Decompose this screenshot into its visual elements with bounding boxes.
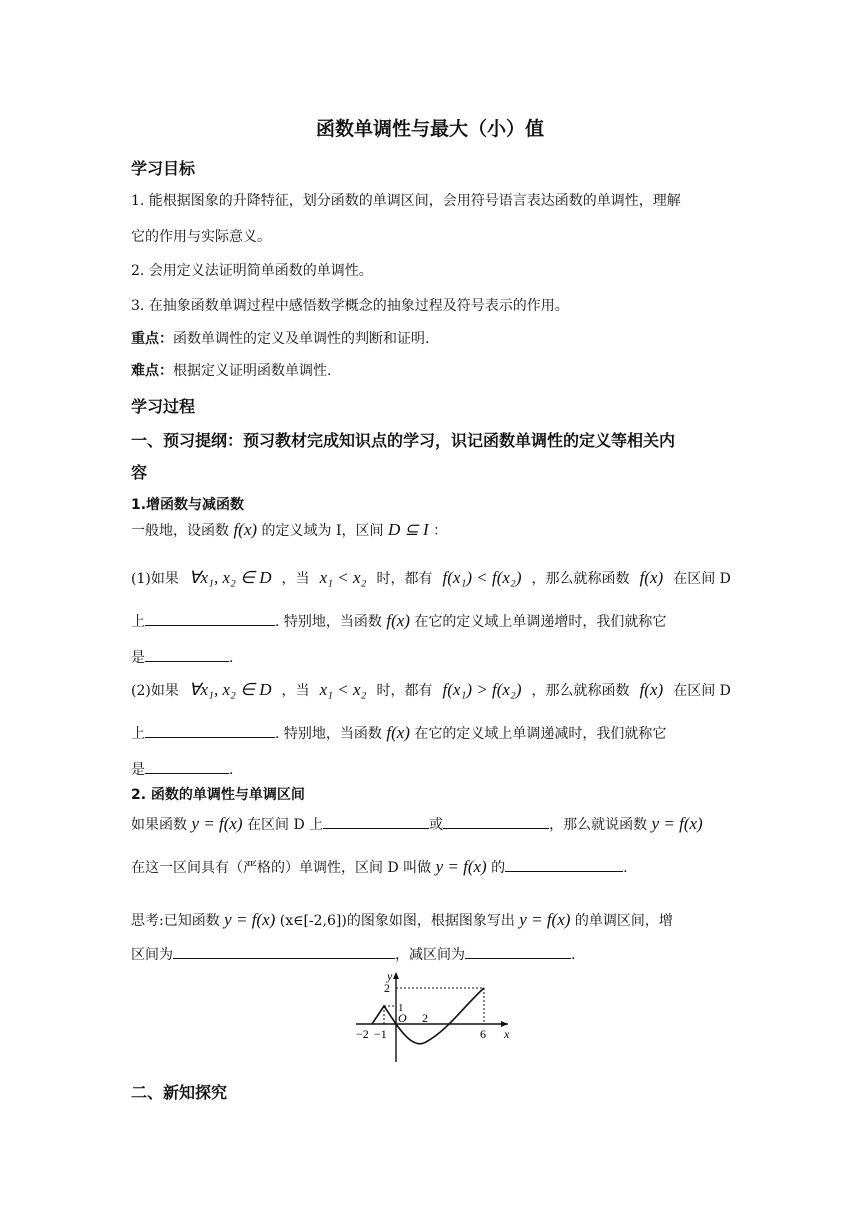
answer-blank[interactable] [145, 647, 229, 662]
answer-blank[interactable] [145, 723, 275, 738]
part1-heading-b: 容 [131, 463, 148, 482]
case-2-line-1: (2)如果 ∀x₁, x₂ ∈ D ，当 x₁ < x₂ 时，都有 f(x₁) > f(x₂) ，那么就称函数 f(x) 在区间 D [131, 680, 731, 699]
y-tick-1: 1 [398, 1002, 404, 1014]
part1-heading-a: 一、预习提纲：预习教材完成知识点的学习，识记函数单调性的定义等相关内 [131, 431, 676, 450]
case-2-line-2: 上 . 特别地，当函数 f(x) 在它的定义域上单调递减时，我们就称它 [131, 723, 667, 742]
goal-item-1-b: 它的作用与实际意义。 [131, 229, 271, 245]
key-point-label: 重点： [131, 331, 173, 347]
answer-blank[interactable] [173, 944, 395, 959]
y-axis-label: y [387, 969, 393, 983]
case-1-line-1: (1)如果 ∀x₁, x₂ ∈ D ，当 x₁ < x₂ 时，都有 f(x₁) < f(x₂) ，那么就称函数 f(x) 在区间 D [131, 568, 731, 587]
answer-blank[interactable] [145, 759, 229, 774]
goal-item-1-a: 1. 能根据图象的升降特征，划分函数的单调区间，会用符号语言表达函数的单调性，理解 [131, 193, 681, 209]
function-graph [348, 966, 518, 1066]
section-1-heading: 1.增函数与减函数 [131, 497, 245, 513]
answer-blank[interactable] [465, 944, 571, 959]
key-point-text: 函数单调性的定义及单调性的判断和证明. [173, 331, 430, 347]
y-axis-arrow [393, 972, 399, 979]
y-tick-2: 2 [384, 981, 390, 995]
case-2-line-3: 是 . [131, 759, 731, 779]
x-tick-2: 2 [422, 1011, 428, 1025]
x-tick-neg1: −1 [374, 1027, 387, 1041]
case-1-line-2: 上 . 特别地，当函数 f(x) 在它的定义域上单调递增时，我们就称它 [131, 611, 667, 630]
x-tick-6: 6 [480, 1027, 486, 1041]
difficulty-label: 难点： [131, 363, 173, 379]
monotonic-line-1: 如果函数 y = f(x) 在区间 D 上 或 ，那么就说函数 y = f(x) [131, 814, 703, 833]
answer-blank[interactable] [505, 857, 623, 872]
definition-intro: 一般地，设函数 f(x) 的定义域为 I，区间 D ⊆ I ： [131, 520, 448, 539]
think-line-2: 区间为 ，减区间为 . [131, 944, 731, 964]
answer-blank[interactable] [323, 814, 429, 829]
part2-heading: 二、新知探究 [131, 1083, 228, 1102]
goals-heading: 学习目标 [131, 159, 196, 178]
page-title: 函数单调性与最大（小）值 [315, 118, 544, 140]
think-line-1: 思考:已知函数 y = f(x) (x∈[-2,6])的图象如图，根据图象写出 y = f(x) 的单调区间，增 [131, 910, 673, 929]
monotonic-line-2: 在这一区间具有（严格的）单调性，区间 D 叫做 y = f(x) 的 . [131, 857, 628, 876]
answer-blank[interactable] [443, 814, 549, 829]
difficulty-text: 根据定义证明函数单调性. [173, 363, 332, 379]
x-axis-label: x [504, 1027, 510, 1041]
answer-blank[interactable] [145, 611, 275, 626]
difficulty-point [131, 360, 731, 380]
key-point [131, 328, 731, 348]
x-tick-neg2: −2 [356, 1027, 369, 1041]
goal-item-3: 3. 在抽象函数单调过程中感悟数学概念的抽象过程及符号表示的作用。 [131, 298, 569, 314]
goal-item-2: 2. 会用定义法证明简单函数的单调性。 [131, 263, 373, 279]
origin-label: O [398, 1011, 407, 1025]
process-heading: 学习过程 [131, 397, 196, 416]
case-1-line-3: 是 . [131, 647, 731, 667]
function-curve [372, 988, 484, 1044]
section-2-heading: 2. 函数的单调性与单调区间 [131, 787, 305, 803]
